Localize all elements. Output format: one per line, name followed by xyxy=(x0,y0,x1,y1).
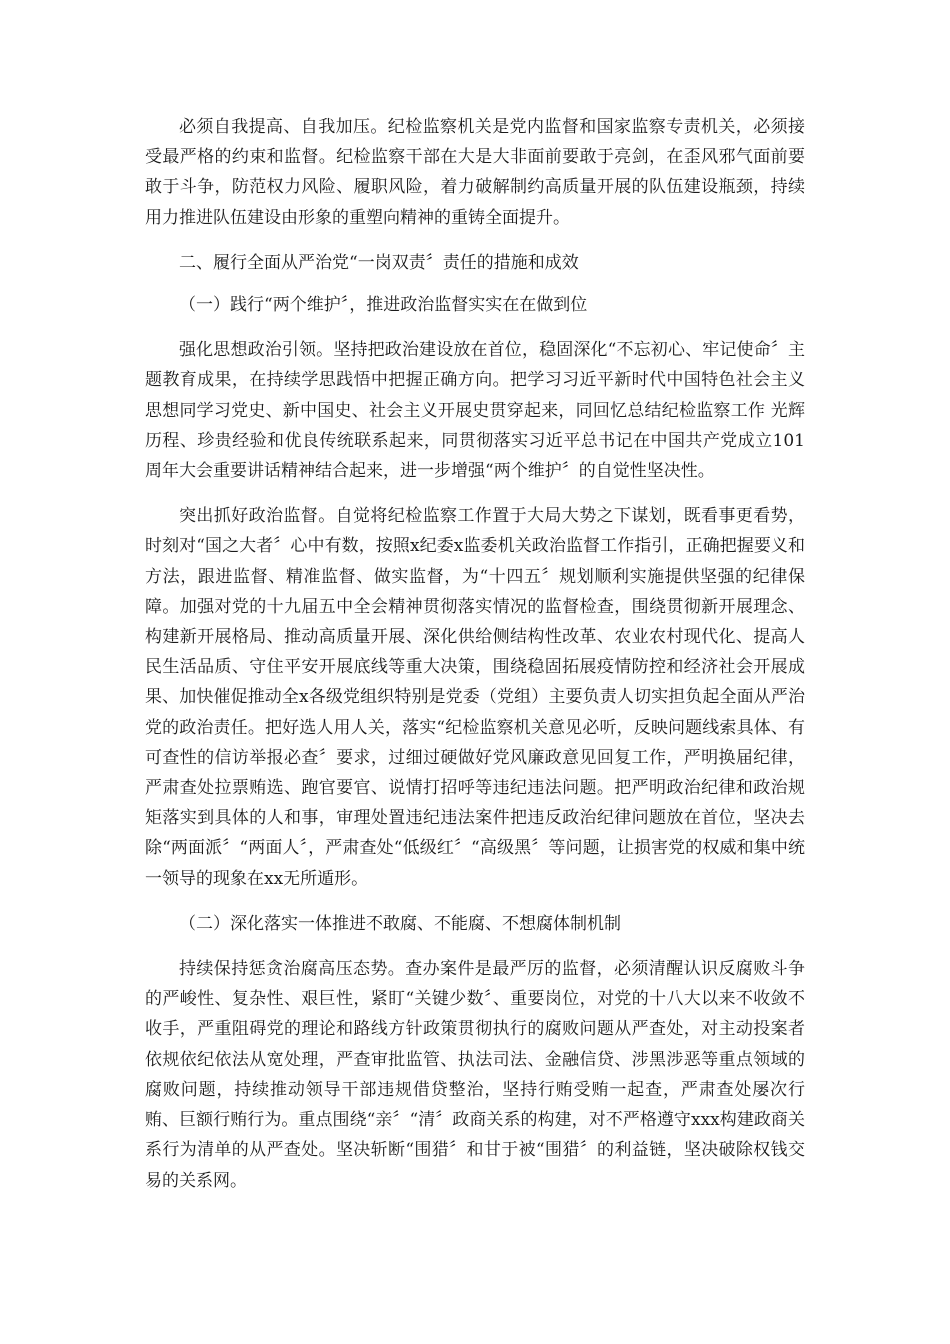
section-heading-2: 二、履行全面从严治党“一岗双责〞责任的措施和成效 xyxy=(179,252,579,273)
spacer xyxy=(145,486,805,501)
spacer xyxy=(145,320,805,335)
subsection-heading-2: （二）深化落实一体推进不敢腐、不能腐、不想腐体制机制 xyxy=(179,913,621,934)
paragraph-political-guidance: 强化思想政治引领。坚持把政治建设放在首位，稳固深化“不忘初心、牢记使命〞主题教育成果，在持续学思践悟中把握正确方向。把学习习近平新时代中国特色社会主义思想同学习党史、新中国史、社会主义开展史贯穿起来，同回忆总结纪检监察工作 光辉历程、珍贵经验和优良传统联系起来，同贯彻落实习近平总书记在中国共产党成立101周年大会重要讲话精神结合起来，进一步增强“两个维护〞的自觉性坚决性。 xyxy=(145,340,805,482)
spacer xyxy=(145,233,805,248)
paragraph-intro: 必须自我提高、自我加压。纪检监察机关是党内监督和国家监察专责机关，必须接受最严格的约束和监督。纪检监察干部在大是大非面前要敢于亮剑，在歪风邪气面前要敢于斗争，防范权力风险、履职风险，着力破解制约高质量开展的队伍建设瓶颈，持续用力推进队伍建设由形象的重塑向精神的重铸全面提升。 xyxy=(145,117,805,228)
document-body xyxy=(145,112,805,1196)
spacer xyxy=(145,278,805,290)
paragraph-political-supervision: 突出抓好政治监督。自觉将纪检监察工作置于大局大势之下谋划，既看事更看势，时刻对“国之大者〞心中有数，按照x纪委x监委机关政治监督工作指引，正确把握要义和方法，跟进监督、精准监督、做实监督，为“十四五〞规划顺利实施提供坚强的纪律保障。加强对党的十九届五中全会精神贯彻落实情况的监督检查，围绕贯彻新开展理念、构建新开展格局、推动高质量开展、深化供给侧结构性改革、农业农村现代化、提高人民生活品质、守住平安开展底线等重大决策，围绕稳固拓展疫情防控和经济社会开展成果、加快催促推动全x各级党组织特别是党委（党组）主要负责人切实担负起全面从严治党的政治责任。把好选人用人关，落实“纪检监察机关意见必听，反映问题线索具体、有可查性的信访举报必查〞要求，过细过硬做好党风廉政意见回复工作，严明换届纪律，严肃查处拉票贿选、跑官要官、说情打招呼等违纪违法问题。把严明政治纪律和政治规矩落实到具体的人和事，审理处置违纪违法案件把违反政治纪律问题放在首位，坚决去除“两面派〞“两面人〞，严肃查处“低级红〞“高级黑〞等问题，让损害党的权威和集中统一领导的现象在xx无所遁形。 xyxy=(145,506,805,889)
paragraph-anti-corruption: 持续保持惩贪治腐高压态势。查办案件是最严厉的监督，必须清醒认识反腐败斗争的严峻性、复杂性、艰巨性，紧盯“关键少数〞、重要岗位，对党的十八大以来不收敛不收手，严重阻碍党的理论和路线方针政策贯彻执行的腐败问题从严查处，对主动投案者依规依纪依法从宽处理，严查审批监管、执法司法、金融信贷、涉黑涉恶等重点领域的腐败问题，持续推动领导干部违规借贷整治，坚持行贿受贿一起查，严肃查处屡次行贿、巨额行贿行为。重点围绕“亲〞“清〞政商关系的构建，对不严格遵守xxx构建政商关系行为清单的从严查处。坚决斩断“围猎〞和甘于被“围猎〞的利益链，坚决破除权钱交易的关系网。 xyxy=(145,959,805,1191)
spacer xyxy=(145,894,805,909)
spacer xyxy=(145,939,805,954)
subsection-heading-1: （一）践行“两个维护〞，推进政治监督实实在在做到位 xyxy=(179,295,588,316)
